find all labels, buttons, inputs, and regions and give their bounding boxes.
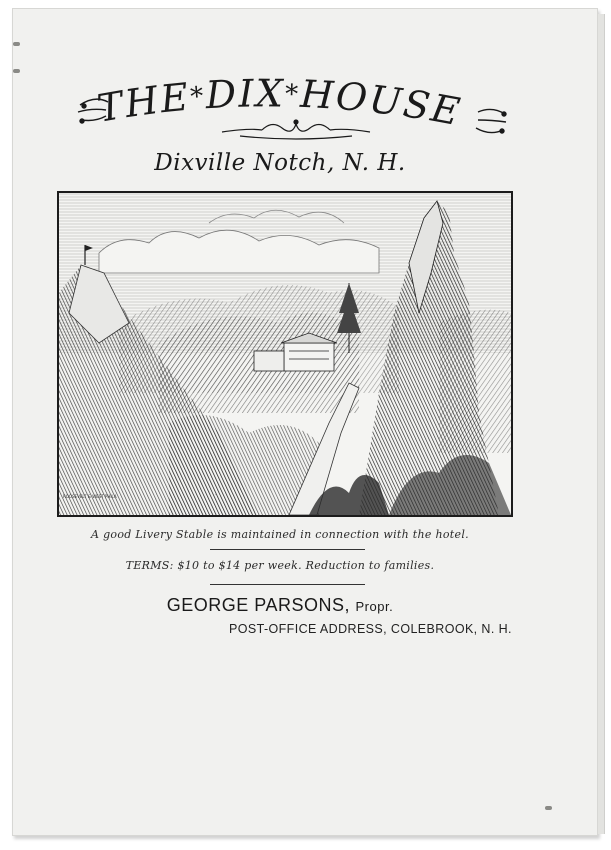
title-banner: [0, 50, 611, 150]
title-word-2: DIX: [204, 71, 285, 118]
subtitle-location: Dixville Notch, N. H.: [154, 150, 406, 176]
divider-rule: [210, 584, 365, 585]
proprietor-title: Propr.: [355, 599, 394, 614]
binding-hole: [545, 806, 552, 810]
mountain-notch-engraving-icon: [59, 193, 511, 515]
post-office-address: POST-OFFICE ADDRESS, COLEBROOK, N. H.: [229, 622, 512, 636]
divider-rule: [210, 549, 365, 550]
svg-text:THE*DIX*HOUSE: THE*DIX*HOUSE: [94, 71, 465, 135]
engraver-credit: ROOSEVELT & WEST PHILA: [63, 494, 117, 499]
proprietor-line: [60, 595, 500, 616]
terms-label: TERMS:: [125, 559, 174, 572]
proprietor-name: GEORGE PARSONS,: [166, 595, 350, 615]
binding-hole: [13, 42, 20, 46]
engraving-illustration: [57, 191, 513, 517]
livery-note: A good Livery Stable is maintained in connection with the hotel.: [91, 528, 469, 541]
terms-text: $10 to $14 per week. Reduction to families.: [177, 559, 435, 572]
terms-line: [60, 559, 500, 572]
title-word-1: THE: [94, 74, 193, 131]
ornament-icon: [222, 120, 370, 139]
title-word-3: HOUSE: [299, 71, 465, 135]
right-flourish-icon: [476, 109, 506, 133]
